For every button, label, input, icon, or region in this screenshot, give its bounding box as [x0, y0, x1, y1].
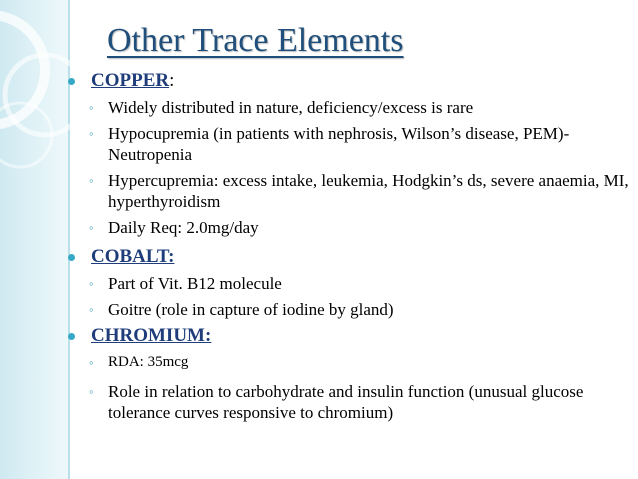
hollow-bullet-icon: ◦	[89, 384, 94, 399]
list-item	[60, 170, 630, 212]
list-item	[60, 217, 630, 238]
list-item	[60, 299, 630, 320]
section-cobalt	[60, 246, 630, 268]
list-item-text: Goitre (role in capture of iodine by gland)	[108, 300, 394, 319]
slide-title: Other Trace Elements	[107, 22, 404, 59]
hollow-bullet-icon: ◦	[89, 276, 94, 291]
section-heading: CHROMIUM:	[91, 325, 212, 346]
hollow-bullet-icon: ◦	[89, 302, 94, 317]
list-item-text: Hypocupremia (in patients with nephrosis, Wilson’s disease, PEM)- Neutropenia	[108, 124, 570, 164]
list-item	[60, 352, 630, 373]
hollow-bullet-icon: ◦	[89, 126, 94, 141]
section-copper	[60, 70, 630, 92]
section-heading: COPPER	[91, 70, 170, 91]
list-item	[60, 97, 630, 118]
hollow-bullet-icon: ◦	[89, 100, 94, 115]
list-item-text: Role in relation to carbohydrate and insulin function (unusual glucose tolerance curves responsive to chromium)	[108, 382, 584, 422]
section-chromium	[60, 325, 630, 347]
list-item	[60, 273, 630, 294]
filled-bullet-icon	[68, 78, 75, 85]
section-heading-suffix: :	[169, 70, 175, 91]
list-item-text: Part of Vit. B12 molecule	[108, 274, 282, 293]
filled-bullet-icon	[68, 333, 75, 340]
hollow-bullet-icon: ◦	[89, 220, 94, 235]
hollow-bullet-icon: ◦	[89, 173, 94, 188]
hollow-bullet-icon: ◦	[89, 355, 94, 370]
slide-content	[60, 70, 630, 423]
list-item-text: Hypercupremia: excess intake, leukemia, Hodgkin’s ds, severe anaemia, MI, hyperthyroidism	[108, 171, 629, 211]
list-item	[60, 123, 630, 165]
list-item-text: RDA: 35mcg	[108, 354, 189, 370]
filled-bullet-icon	[68, 254, 75, 261]
list-item-text: Daily Req: 2.0mg/day	[108, 218, 259, 237]
list-item	[60, 381, 630, 423]
section-heading: COBALT:	[91, 246, 175, 267]
list-item-text: Widely distributed in nature, deficiency/excess is rare	[108, 98, 474, 117]
